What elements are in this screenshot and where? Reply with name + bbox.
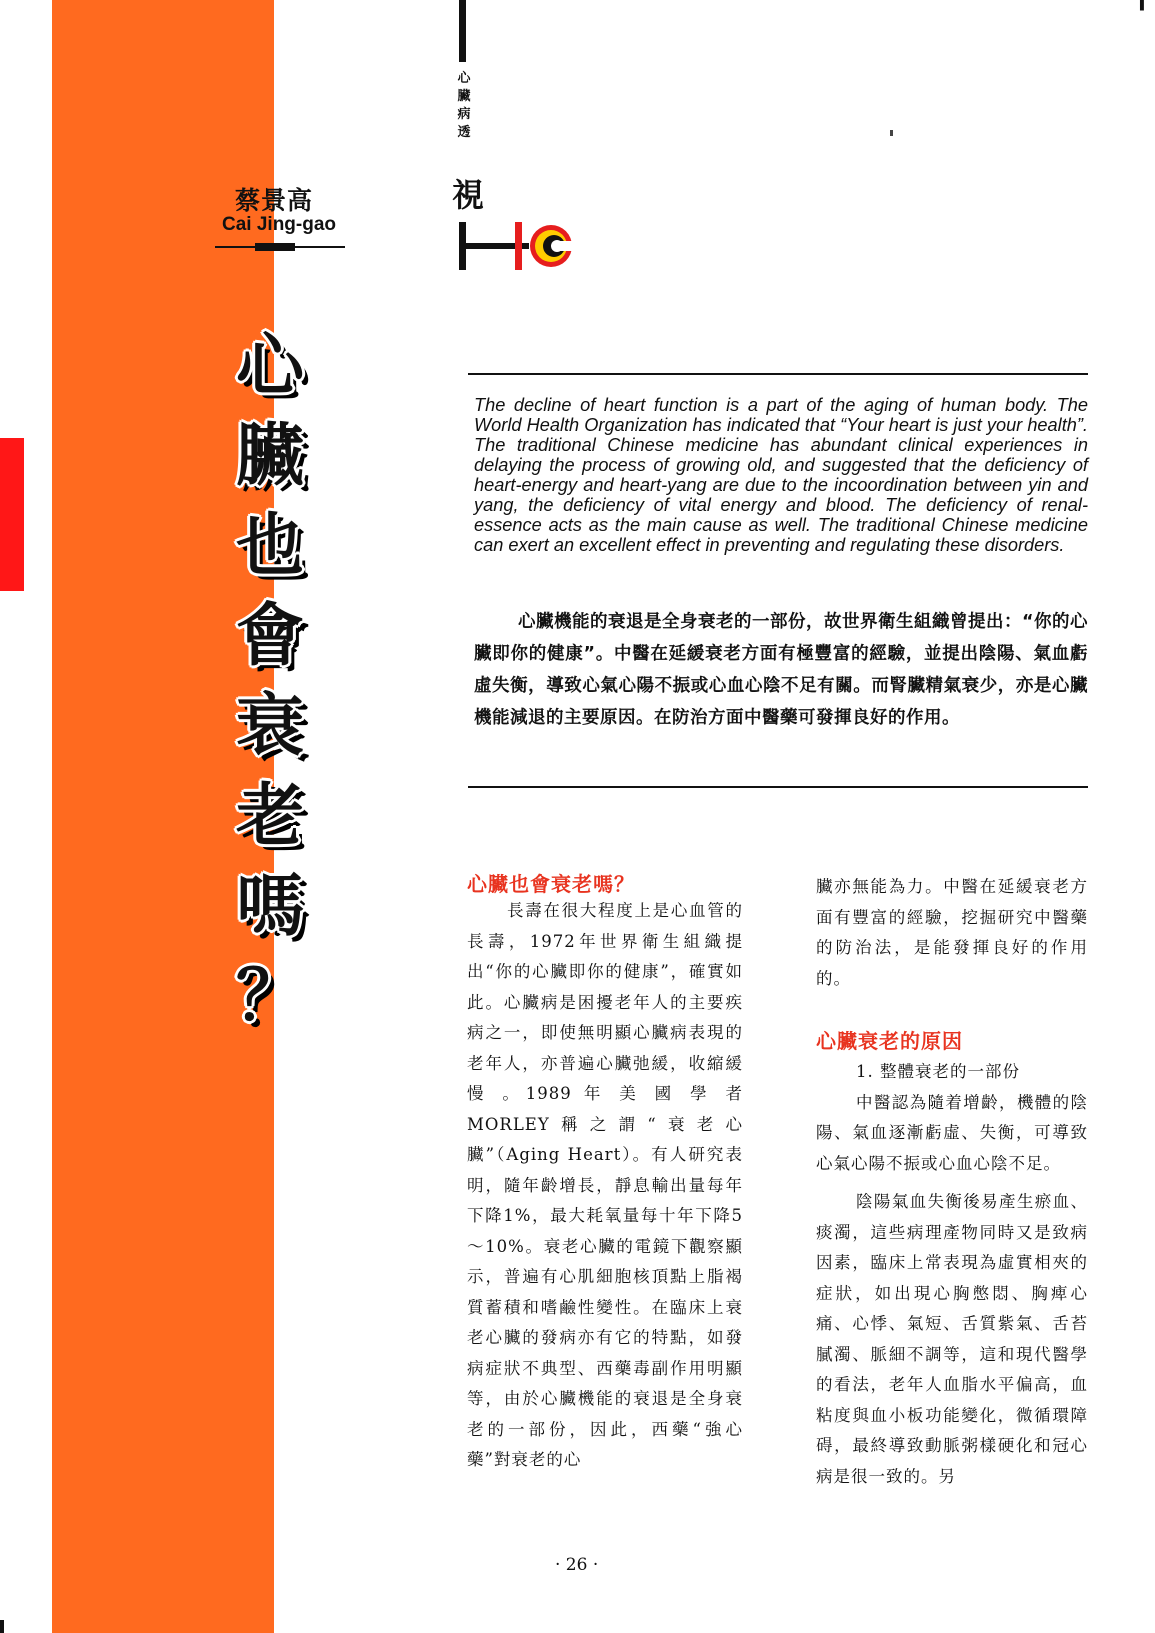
corner-mark: ▌ xyxy=(1140,0,1148,11)
print-speck xyxy=(890,130,893,136)
abstract-bottom-rule xyxy=(468,786,1088,788)
title-char: 衰 xyxy=(235,687,304,766)
corner-mark-bottom xyxy=(0,1620,4,1633)
abstract-top-rule xyxy=(468,373,1088,375)
title-char: ？ xyxy=(235,957,304,1036)
section-big-char: 視 xyxy=(452,176,485,214)
section1-body xyxy=(467,896,743,1476)
section-rule xyxy=(459,0,466,62)
title-char: 心 xyxy=(235,327,304,406)
author-name-english: Cai Jing-gao xyxy=(222,214,337,235)
hc-logo-icon xyxy=(459,222,579,270)
continuation-paragraph: 臟亦無能為力。中醫在延緩衰老方面有豐富的經驗，挖掘研究中醫藥的防治法，是能發揮良好的作用的。 xyxy=(816,877,1088,988)
section1-continuation xyxy=(816,872,1088,994)
abstract-chinese: 心臟機能的衰退是全身衰老的一部份，故世界衛生組織曾提出：“你的心臟即你的健康”。中醫在延緩衰老方面有極豐富的經驗，並提出陰陽、氣血虧虛失衡，導致心氣心陽不振或心血心陰不足有關。而腎臟精氣衰少，亦是心臟機能減退的主要原因。在防治方面中醫藥可發揮良好的作用。 xyxy=(474,612,1088,728)
section2-subheading: 1. 整體衰老的一部份 xyxy=(856,1062,1020,1081)
section2-body xyxy=(816,1057,1088,1492)
section-char: 心 xyxy=(457,71,471,86)
section1-paragraph: 長壽在很大程度上是心血管的長壽，1972年世界衛生組織提出“你的心臟即你的健康”，確實如此。心臟病是困擾老年人的主要疾病之一，即使無明顯心臟病表現的老年人，亦普遍心臟弛緩，收縮緩慢 。1989 年 美 國 學 者MORLEY稱之謂“衰老心臟”（Aging Heart）。有人研究表明，隨年齡增長，靜息輸出量每年下降1%，最大耗氧量每十年下降5～10%。衰老心臟的電鏡下觀察顯示，普遍有心肌細胞核頂點上脂褐質蓄積和嗜鹼性變性。在臨床上衰老心臟的發病亦有它的特點，如發病症狀不典型、西藥毒副作用明顯等，由於心臟機能的衰退是全身衰老的一部份，因此，西藥“強心藥”對衰老的心 xyxy=(467,901,743,1469)
abstract-english: The decline of heart function is a part of the aging of human body. The World Health Organization has indicated that “Your heart is just your health”. The traditional Chinese medicine has abundant clinical experiences in delaying the process of growing old, and suggested that the deficiency of heart-energy and heart-yang are due to the incoordination between yin and yang, the deficiency of vital energy and blood. The deficiency of renal-essence acts as the main cause as well. The traditional Chinese medicine can exert an excellent effect in preventing and regulating these disorders. xyxy=(474,395,1088,555)
section-label xyxy=(454,70,474,142)
author-name-chinese: 蔡景高 xyxy=(235,186,314,215)
section2-paragraph-2: 陰陽氣血失衡後易產生瘀血、痰濁，這些病理產物同時又是致病因素，臨床上常表現為虛實相夾的症狀，如出現心胸憋悶、胸痺心痛、心悸、氣短、舌質紫氣、舌苔膩濁、脈細不調等，這和現代醫學的看法，老年人血脂水平偏高，血粘度與血小板功能變化，微循環障碍，最終導致動脈粥樣硬化和冠心病是很一致的。另 xyxy=(816,1192,1088,1486)
page-number: · 26 · xyxy=(555,1555,599,1575)
section-char: 臟 xyxy=(457,89,471,104)
section2-heading: 心臟衰老的原因 xyxy=(816,1029,963,1053)
author-rule-accent xyxy=(255,243,295,251)
title-char: 嗎 xyxy=(235,867,304,946)
article-title xyxy=(225,322,315,1042)
section-char: 透 xyxy=(457,125,471,140)
section2-paragraph-1: 中醫認為隨着增齡，機體的陰陽、氣血逐漸虧虛、失衡，可導致心氣心陽不振或心血心陰不足。 xyxy=(816,1092,1088,1173)
section1-heading: 心臟也會衰老嗎？ xyxy=(467,872,635,896)
title-char: 臟 xyxy=(235,417,304,496)
red-edge-tab xyxy=(0,438,24,591)
title-char: 會 xyxy=(235,597,304,676)
title-char: 老 xyxy=(235,777,304,856)
section-char: 病 xyxy=(457,107,471,122)
title-char: 也 xyxy=(235,507,304,586)
